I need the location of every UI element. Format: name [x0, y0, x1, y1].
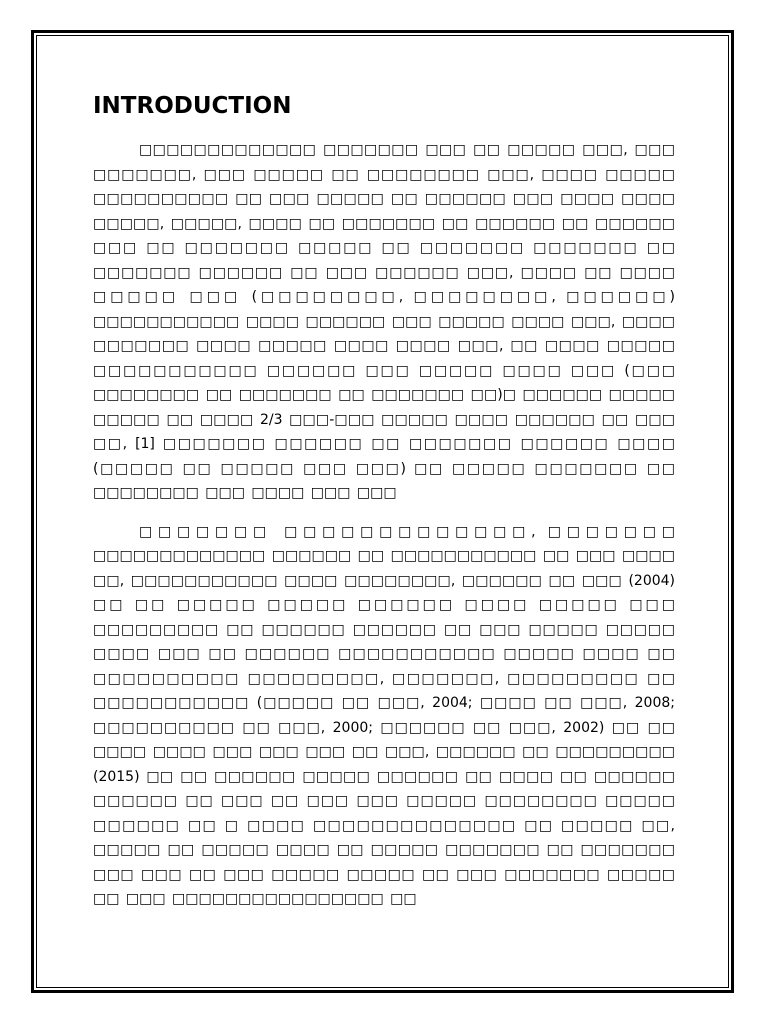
document-body	[93, 88, 675, 926]
paragraph-1: □□□□□□□□□□□□□ □□□□□□□ □□□ □□ □□□□□ □□□, □□□ □□□□□□□, □□□ □□□□□ □□ □□□□□□□□ □□□, □□□□ □□□□□ □□□□□□□□□□ □□ □□□ □□□□□ □□ □□□□□□ □□□ □□□□ □□□□ □□□□□, □□□□□, □□□□ □□ □□□□□□□ □□ □□□□□□ □□ □□□□□□ □□□ □□ □□□□□□□ □□□□□ □□ □□□□□□□ □□□□□□□ □□ □□□□□□□ □□□□□□ □□ □□□ □□□□□□ □□□, □□□□ □□ □□□□ □□□□□ □□□ (□□□□□□□□, □□□□□□□□, □□□□□□) □□□□□□□□□□□ □□□□ □□□□□□ □□□ □□□□□ □□□□ □□□, □□□□ □□□□□□□ □□□□ □□□□□ □□□□ □□□□ □□□, □□ □□□□ □□□□□ □□□□□□□□□□□ □□□□□□ □□□ □□□□□ □□□□ □□□ (□□□ □□□□□□□□ □□ □□□□□□□ □□ □□□□□□□ □□)□ □□□□□□ □□□□□ □□□□□ □□ □□□□ 2/3 □□□-□□□ □□□□□ □□□□ □□□□□□ □□ □□□ □□, [1] □□□□□□□ □□□□□□ □□ □□□□□□□ □□□□□□ □□□□ (□□□□□ □□ □□□□□ □□□ □□□) □□ □□□□□ □□□□□□□ □□ □□□□□□□□ □□□ □□□□ □□□ □□□	[93, 142, 675, 501]
paragraph-2: □□□□□□□ □□□□□□□□□□□□□, □□□□□□□ □□□□□□□□□□□□□ □□□□□□ □□ □□□□□□□□□□□ □□ □□□ □□□□ □□, □□□□□□□□□□□ □□□□ □□□□□□□□, □□□□□□ □□ □□□ (2004) □□ □□ □□□□□ □□□□□ □□□□□□ □□□□ □□□□□ □□□ □□□□□□□□□ □□ □□□□□□ □□□□□□ □□ □□□ □□□□□ □□□□□ □□□□ □□□ □□ □□□□□□ □□□□□□□□□□□ □□□□□ □□□□ □□ □□□□□□□□□□ □□□□□□□□□, □□□□□□□, □□□□□□□□□ □□ □□□□□□□□□□□ (□□□□□ □□ □□□, 2004; □□□□ □□ □□□, 2008; □□□□□□□□□□ □□ □□□, 2000; □□□□□□ □□ □□□, 2002) □□ □□ □□□□ □□□□ □□□ □□□ □□□ □□ □□□, □□□□□□ □□ □□□□□□□□□ (2015) □□ □□ □□□□□□ □□□□□ □□□□□□ □□ □□□□ □□ □□□□□□ □□□□□□ □□ □□□ □□ □□□ □□□ □□□□□ □□□□□□□□ □□□□□ □□□□□□ □□ □ □□□□ □□□□□□□□□□□□□□ □□ □□□□□ □□, □□□□□ □□ □□□□□ □□□□ □□ □□□□□ □□□□□□□ □□ □□□□□□□ □□□ □□□ □□ □□□ □□□□□ □□□□□ □□ □□□ □□□□□□□ □□□□□ □□ □□□ □□□□□□□□□□□□□□□□ □□	[93, 523, 675, 907]
document-heading: INTRODUCTION	[93, 93, 292, 119]
